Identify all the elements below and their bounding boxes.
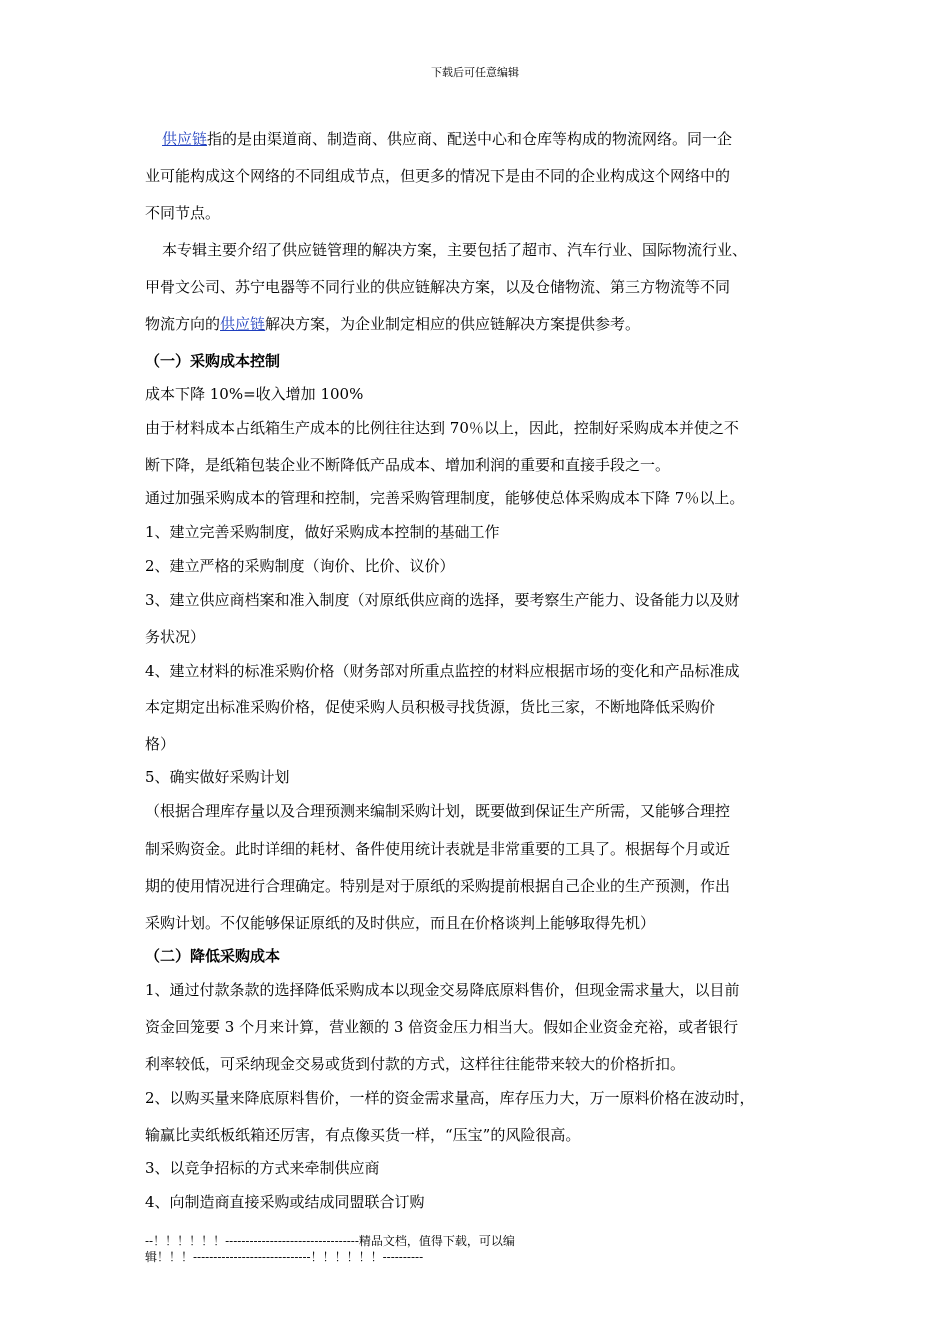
list-item: 3、以竞争招标的方式来牵制供应商	[145, 1159, 380, 1177]
list-item: 4、建立材料的标准采购价格（财务部对所重点监控的材料应根据市场的变化和产品标准成	[145, 662, 740, 680]
body-line: 期的使用情况进行合理确定。特别是对于原纸的采购提前根据自己企业的生产预测，作出	[145, 877, 731, 895]
section-heading: （二）降低采购成本	[145, 947, 281, 965]
intro-line: 物流方向的供应链解决方案，为企业制定相应的供应链解决方案提供参考。	[145, 315, 641, 333]
footer-line: 辑！！！-----------------------------！！！！！！----------	[145, 1250, 424, 1264]
footer-line: --！！！！！！---------------------------------精品文档，值得下载，可以编	[145, 1234, 515, 1248]
body-line: 利率较低，可采纳现金交易或货到付款的方式，这样往往能带来较大的价格折扣。	[145, 1055, 686, 1073]
body-line: 由于材料成本占纸箱生产成本的比例往往达到 70％以上，因此，控制好采购成本并使之不	[145, 419, 739, 437]
list-item: 务状况）	[145, 628, 206, 646]
intro-line: 甲骨文公司、苏宁电器等不同行业的供应链解决方案，以及仓储物流、第三方物流等不同	[145, 278, 731, 296]
supply-chain-link[interactable]: 供应链	[162, 130, 208, 148]
list-item: 本定期定出标准采购价格，促使采购人员积极寻找货源，货比三家，不断地降低采购价	[145, 698, 716, 716]
body-line: 断下降，是纸箱包装企业不断降低产品成本、增加利润的重要和直接手段之一。	[145, 456, 671, 474]
intro-line: 不同节点。	[145, 204, 221, 222]
body-line: 2、以购买量来降底原料售价，一样的资金需求量高，库存压力大，万一原料价格在波动时，	[145, 1089, 755, 1107]
list-item: 2、建立严格的采购制度（询价、比价、议价）	[145, 557, 455, 575]
body-line: 成本下降 10%=收入增加 100%	[145, 385, 364, 403]
list-item: 3、建立供应商档案和准入制度（对原纸供应商的选择，要考察生产能力、设备能力以及财	[145, 591, 740, 609]
list-item: 1、建立完善采购制度，做好采购成本控制的基础工作	[145, 523, 500, 541]
body-line: 资金回笼要 3 个月来计算，营业额的 3 倍资金压力相当大。假如企业资金充裕，或者银行	[145, 1018, 739, 1036]
supply-chain-link[interactable]: 供应链	[220, 315, 266, 333]
intro-line: 供应链指的是由渠道商、制造商、供应商、配送中心和仓库等构成的物流网络。同一企	[162, 130, 733, 148]
list-item: 5、确实做好采购计划	[145, 768, 290, 786]
list-item: 格）	[145, 735, 176, 753]
intro-line: 业可能构成这个网络的不同组成节点，但更多的情况下是由不同的企业构成这个网络中的	[145, 167, 731, 185]
body-line: 输赢比卖纸板纸箱还厉害，有点像买货一样，“压宝”的风险很高。	[145, 1126, 581, 1144]
body-line: 通过加强采购成本的管理和控制，完善采购管理制度，能够使总体采购成本下降 7％以上。	[145, 489, 745, 507]
page-header: 下载后可任意编辑	[431, 66, 519, 79]
body-line: 制采购资金。此时详细的耗材、备件使用统计表就是非常重要的工具了。根据每个月或近	[145, 840, 731, 858]
body-line: 采购计划。不仅能够保证原纸的及时供应，而且在价格谈判上能够取得先机）	[145, 914, 656, 932]
list-item: 4、向制造商直接采购或结成同盟联合订购	[145, 1193, 425, 1211]
body-line: （根据合理库存量以及合理预测来编制采购计划，既要做到保证生产所需，又能够合理控	[145, 802, 731, 820]
body-line: 1、通过付款条款的选择降低采购成本以现金交易降底原料售价，但现金需求量大，以目前	[145, 981, 740, 999]
intro-line: 本专辑主要介绍了供应链管理的解决方案，主要包括了超市、汽车行业、国际物流行业、	[162, 241, 748, 259]
section-heading: （一）采购成本控制	[145, 352, 281, 370]
